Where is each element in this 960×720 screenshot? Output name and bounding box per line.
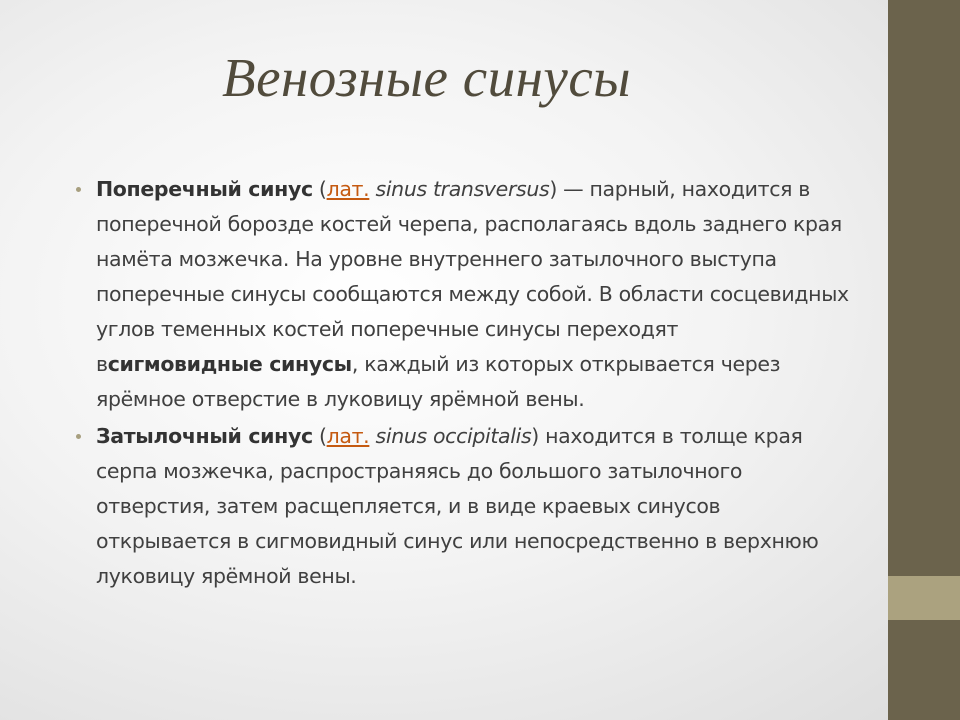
term-sigmoid-sinuses: сигмовидные синусы (107, 352, 352, 376)
bullet-item-occipital-sinus (70, 419, 850, 594)
description-text: ) находится в толще края серпа мозжечка, распространяясь до большого затылочного отверстия, затем расщепляется, и в виде краевых синусов открывается в сигмовидный синус или непосредственно в верхнюю луковицу ярёмной вены. (96, 424, 819, 588)
lat-link[interactable]: лат. (326, 424, 370, 448)
term-occipital-sinus: Затылочный синус (96, 424, 313, 448)
bullet-dot-icon (76, 434, 81, 439)
bullet-text (96, 172, 850, 417)
bullet-text (96, 419, 850, 594)
bullet-item-transverse-sinus (70, 172, 850, 417)
open-paren: ( (312, 424, 327, 448)
lat-link[interactable]: лат. (326, 177, 370, 201)
bullet-dot-icon (76, 187, 81, 192)
bullet-list (70, 172, 850, 596)
description-tail: , каждый из которых открывается через ярёмное отверстие в луковицу ярёмной вены. (96, 352, 781, 411)
description-text: ) — парный, находится в поперечной борозде костей черепа, располагаясь вдоль заднего края намёта мозжечка. На уровне внутреннего затылочного выступа поперечные синусы сообщаются между собой. В области сосцевидных углов теменных костей поперечные синусы переходят в (96, 177, 849, 376)
right-sidebar-accent (888, 576, 960, 620)
open-paren: ( (312, 177, 327, 201)
term-transverse-sinus: Поперечный синус (96, 177, 313, 201)
latin-name: sinus transversus (369, 177, 550, 201)
latin-name: sinus occipitalis (369, 424, 532, 448)
slide-title: Венозные синусы (222, 47, 631, 108)
